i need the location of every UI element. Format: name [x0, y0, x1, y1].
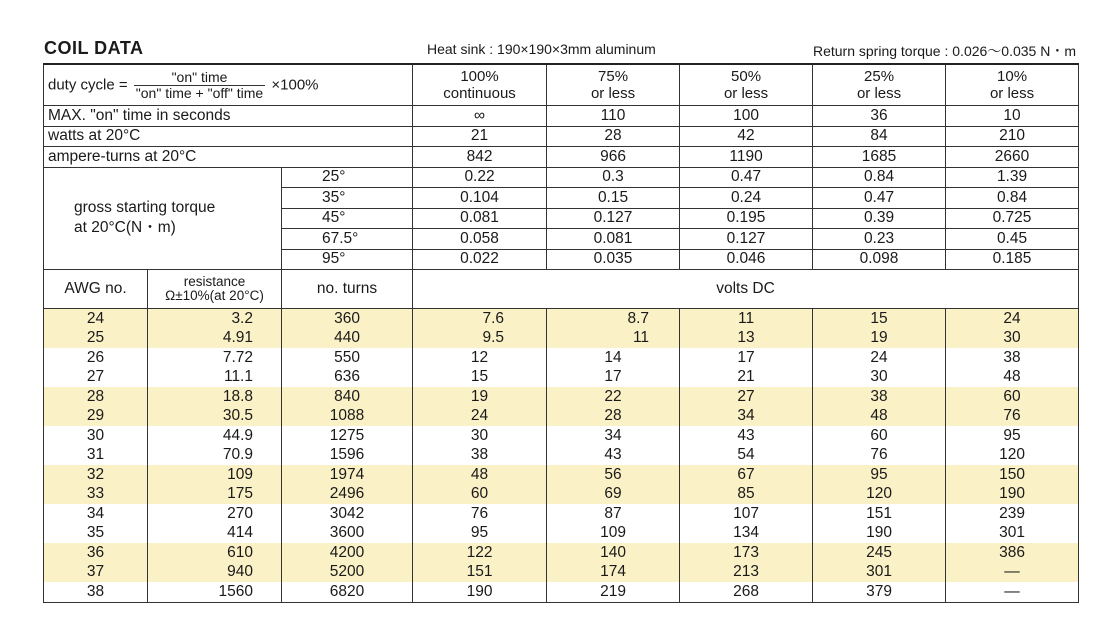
volts-cell: 17: [680, 348, 813, 368]
volts-cell: 38: [813, 387, 946, 407]
spec-value: 84: [813, 126, 946, 147]
volts-cell: 19: [813, 329, 946, 349]
resistance-cell: 3.2: [148, 309, 282, 329]
volts-cell: 24: [413, 407, 547, 427]
volts-cell: 95: [413, 524, 547, 544]
volts-cell: 60: [946, 387, 1079, 407]
duty-cycle-formula: [44, 64, 413, 106]
resistance-cell: 940: [148, 563, 282, 583]
volts-cell: 268: [680, 582, 813, 602]
volts-cell: 219: [547, 582, 680, 602]
turns-cell: 550: [282, 348, 413, 368]
volts-cell: 21: [680, 368, 813, 388]
awg-cell: 31: [44, 446, 148, 466]
torque-value: 0.104: [413, 188, 547, 209]
resistance-cell: 270: [148, 504, 282, 524]
turns-header: no. turns: [282, 270, 413, 309]
spec-value: 10: [946, 106, 1079, 127]
turns-cell: 1974: [282, 465, 413, 485]
spec-value: 1190: [680, 147, 813, 168]
volts-cell: 30: [946, 329, 1079, 349]
awg-cell: 37: [44, 563, 148, 583]
coil-row: [44, 407, 1079, 427]
volts-cell: 14: [547, 348, 680, 368]
turns-cell: 1088: [282, 407, 413, 427]
spec-row-label: ampere-turns at 20°C: [44, 147, 413, 168]
volts-cell: 76: [413, 504, 547, 524]
resistance-cell: 109: [148, 465, 282, 485]
volts-cell: 60: [813, 426, 946, 446]
torque-angle: 35°: [282, 188, 413, 209]
volts-cell: 24: [813, 348, 946, 368]
column-header-bottom: continuous: [443, 85, 516, 102]
coil-row: [44, 504, 1079, 524]
column-header-top: 75%: [598, 68, 629, 85]
page-header: [42, 38, 1082, 60]
volts-cell: 239: [946, 504, 1079, 524]
volts-cell: 134: [680, 524, 813, 544]
spec-row-label: watts at 20°C: [44, 126, 413, 147]
resistance-header-line2: Ω±10%(at 20°C): [165, 288, 264, 303]
turns-cell: 840: [282, 387, 413, 407]
torque-label-line2: at 20°C(N・m): [74, 219, 176, 237]
volts-cell: 17: [547, 368, 680, 388]
volts-cell: 87: [547, 504, 680, 524]
turns-cell: 6820: [282, 582, 413, 602]
volts-cell: 30: [813, 368, 946, 388]
torque-value: 0.47: [813, 188, 946, 209]
resistance-cell: 7.72: [148, 348, 282, 368]
spec-value: 42: [680, 126, 813, 147]
torque-value: 0.058: [413, 229, 547, 250]
volts-cell: 76: [813, 446, 946, 466]
turns-cell: 360: [282, 309, 413, 329]
page-title: COIL DATA: [44, 38, 144, 58]
coil-row: [44, 446, 1079, 466]
duty-cycle-fraction: [134, 70, 265, 101]
torque-value: 0.081: [413, 208, 547, 229]
volts-cell: 54: [680, 446, 813, 466]
turns-cell: 3600: [282, 524, 413, 544]
coil-row: [44, 582, 1079, 602]
volts-cell: 22: [547, 387, 680, 407]
resistance-header: [148, 270, 282, 309]
awg-cell: 26: [44, 348, 148, 368]
column-header: [946, 64, 1079, 106]
volts-cell: 48: [813, 407, 946, 427]
volts-cell: 38: [413, 446, 547, 466]
torque-value: 0.24: [680, 188, 813, 209]
resistance-cell: 610: [148, 543, 282, 563]
duty-cycle-multiplier: ×100%: [271, 75, 319, 93]
turns-cell: 5200: [282, 563, 413, 583]
awg-cell: 38: [44, 582, 148, 602]
torque-label: [44, 167, 282, 270]
volts-cell: 27: [680, 387, 813, 407]
awg-cell: 29: [44, 407, 148, 427]
volts-cell: 120: [813, 485, 946, 505]
volts-cell: 48: [946, 368, 1079, 388]
volts-cell: 190: [946, 485, 1079, 505]
torque-value: 0.098: [813, 249, 946, 270]
torque-value: 1.39: [946, 167, 1079, 188]
torque-value: 0.39: [813, 208, 946, 229]
coil-row: [44, 426, 1079, 446]
volts-header: volts DC: [413, 270, 1079, 309]
torque-value: 0.15: [547, 188, 680, 209]
volts-cell: 60: [413, 485, 547, 505]
volts-cell: 67: [680, 465, 813, 485]
resistance-cell: 70.9: [148, 446, 282, 466]
volts-cell: 56: [547, 465, 680, 485]
spec-value: 2660: [946, 147, 1079, 168]
torque-value: 0.035: [547, 249, 680, 270]
volts-cell: 15: [413, 368, 547, 388]
torque-value: 0.47: [680, 167, 813, 188]
volts-cell: 30: [413, 426, 547, 446]
resistance-cell: 1560: [148, 582, 282, 602]
awg-cell: 33: [44, 485, 148, 505]
volts-cell: 69: [547, 485, 680, 505]
volts-cell: 19: [413, 387, 547, 407]
spec-value: 100: [680, 106, 813, 127]
turns-cell: 1275: [282, 426, 413, 446]
awg-header: AWG no.: [44, 270, 148, 309]
volts-cell: 13: [680, 329, 813, 349]
torque-value: 0.22: [413, 167, 547, 188]
volts-cell: 8.7: [547, 309, 680, 329]
spec-row: [44, 147, 1079, 168]
volts-cell: 173: [680, 543, 813, 563]
volts-cell: 379: [813, 582, 946, 602]
volts-cell: 190: [813, 524, 946, 544]
volts-cell: 95: [946, 426, 1079, 446]
volts-cell: 174: [547, 563, 680, 583]
duty-cycle-numerator: "on" time: [134, 70, 265, 86]
volts-cell: 12: [413, 348, 547, 368]
coil-row: [44, 485, 1079, 505]
torque-angle: 45°: [282, 208, 413, 229]
volts-cell: 24: [946, 309, 1079, 329]
column-header-bottom: or less: [590, 85, 636, 102]
column-header-bottom: or less: [856, 85, 902, 102]
volts-cell: 95: [813, 465, 946, 485]
resistance-cell: 11.1: [148, 368, 282, 388]
spec-value: 110: [547, 106, 680, 127]
coil-row: [44, 543, 1079, 563]
torque-angle: 67.5°: [282, 229, 413, 250]
volts-cell: 120: [946, 446, 1079, 466]
spec-value: 966: [547, 147, 680, 168]
volts-cell: 122: [413, 543, 547, 563]
torque-value: 0.84: [813, 167, 946, 188]
coil-row: [44, 524, 1079, 544]
torque-value: 0.45: [946, 229, 1079, 250]
torque-value: 0.127: [680, 229, 813, 250]
coil-row: [44, 329, 1079, 349]
torque-value: 0.84: [946, 188, 1079, 209]
column-header: [813, 64, 946, 106]
awg-cell: 28: [44, 387, 148, 407]
volts-cell: 301: [813, 563, 946, 583]
volts-cell: 48: [413, 465, 547, 485]
volts-cell: 43: [680, 426, 813, 446]
volts-cell: 76: [946, 407, 1079, 427]
volts-cell: 15: [813, 309, 946, 329]
spec-value: 210: [946, 126, 1079, 147]
turns-cell: 1596: [282, 446, 413, 466]
torque-value: 0.3: [547, 167, 680, 188]
coil-row: [44, 563, 1079, 583]
coil-row: [44, 465, 1079, 485]
volts-cell: —: [946, 563, 1079, 583]
awg-cell: 34: [44, 504, 148, 524]
torque-value: 0.127: [547, 208, 680, 229]
volts-cell: 301: [946, 524, 1079, 544]
volts-cell: 109: [547, 524, 680, 544]
spec-row: [44, 106, 1079, 127]
resistance-cell: 30.5: [148, 407, 282, 427]
coil-row: [44, 309, 1079, 329]
torque-value: 0.23: [813, 229, 946, 250]
column-header-bottom: or less: [723, 85, 769, 102]
spec-value: 28: [547, 126, 680, 147]
torque-value: 0.195: [680, 208, 813, 229]
volts-cell: 151: [813, 504, 946, 524]
heat-sink-note: Heat sink : 190×190×3mm aluminum: [427, 41, 656, 57]
volts-cell: 85: [680, 485, 813, 505]
torque-value: 0.022: [413, 249, 547, 270]
awg-cell: 27: [44, 368, 148, 388]
spec-value: ∞: [413, 106, 547, 127]
column-header-bottom: or less: [989, 85, 1035, 102]
awg-cell: 24: [44, 309, 148, 329]
awg-cell: 30: [44, 426, 148, 446]
volts-cell: 151: [413, 563, 547, 583]
volts-cell: 11: [680, 309, 813, 329]
volts-cell: 386: [946, 543, 1079, 563]
volts-cell: 34: [680, 407, 813, 427]
column-header-top: 50%: [731, 68, 762, 85]
spec-row-label: MAX. "on" time in seconds: [44, 106, 413, 127]
column-header: [547, 64, 680, 106]
volts-cell: 107: [680, 504, 813, 524]
spec-value: 21: [413, 126, 547, 147]
volts-cell: 7.6: [413, 309, 547, 329]
torque-value: 0.081: [547, 229, 680, 250]
torque-value: 0.046: [680, 249, 813, 270]
torque-row: [44, 167, 1079, 188]
coil-data-table: [43, 63, 1079, 603]
volts-cell: 213: [680, 563, 813, 583]
volts-cell: 190: [413, 582, 547, 602]
volts-cell: 11: [547, 329, 680, 349]
awg-cell: 25: [44, 329, 148, 349]
volts-cell: 38: [946, 348, 1079, 368]
turns-cell: 4200: [282, 543, 413, 563]
spec-row: [44, 126, 1079, 147]
spec-value: 36: [813, 106, 946, 127]
turns-cell: 440: [282, 329, 413, 349]
duty-cycle-row: [44, 64, 1079, 106]
turns-cell: 2496: [282, 485, 413, 505]
spring-torque-note: Return spring torque : 0.026～0.035 N・m: [812, 43, 1076, 59]
awg-cell: 36: [44, 543, 148, 563]
torque-label-line1: gross starting torque: [74, 199, 216, 217]
column-header: [680, 64, 813, 106]
awg-cell: 32: [44, 465, 148, 485]
volts-cell: 245: [813, 543, 946, 563]
volts-cell: 140: [547, 543, 680, 563]
resistance-cell: 18.8: [148, 387, 282, 407]
coil-header-row: [44, 270, 1079, 309]
volts-cell: 9.5: [413, 329, 547, 349]
volts-cell: —: [946, 582, 1079, 602]
turns-cell: 3042: [282, 504, 413, 524]
column-header-top: 100%: [460, 68, 499, 85]
coil-row: [44, 387, 1079, 407]
resistance-cell: 4.91: [148, 329, 282, 349]
spec-value: 842: [413, 147, 547, 168]
volts-cell: 28: [547, 407, 680, 427]
column-header-top: 25%: [864, 68, 895, 85]
torque-angle: 95°: [282, 249, 413, 270]
column-header: [413, 64, 547, 106]
torque-value: 0.185: [946, 249, 1079, 270]
coil-row: [44, 348, 1079, 368]
torque-angle: 25°: [282, 167, 413, 188]
volts-cell: 34: [547, 426, 680, 446]
coil-row: [44, 368, 1079, 388]
spec-value: 1685: [813, 147, 946, 168]
resistance-cell: 175: [148, 485, 282, 505]
resistance-cell: 44.9: [148, 426, 282, 446]
torque-value: 0.725: [946, 208, 1079, 229]
volts-cell: 150: [946, 465, 1079, 485]
resistance-cell: 414: [148, 524, 282, 544]
awg-cell: 35: [44, 524, 148, 544]
duty-cycle-denominator: "on" time + "off" time: [135, 84, 264, 101]
turns-cell: 636: [282, 368, 413, 388]
resistance-header-line1: resistance: [183, 274, 246, 289]
column-header-top: 10%: [997, 68, 1028, 85]
duty-cycle-label: duty cycle =: [48, 75, 128, 93]
volts-cell: 43: [547, 446, 680, 466]
